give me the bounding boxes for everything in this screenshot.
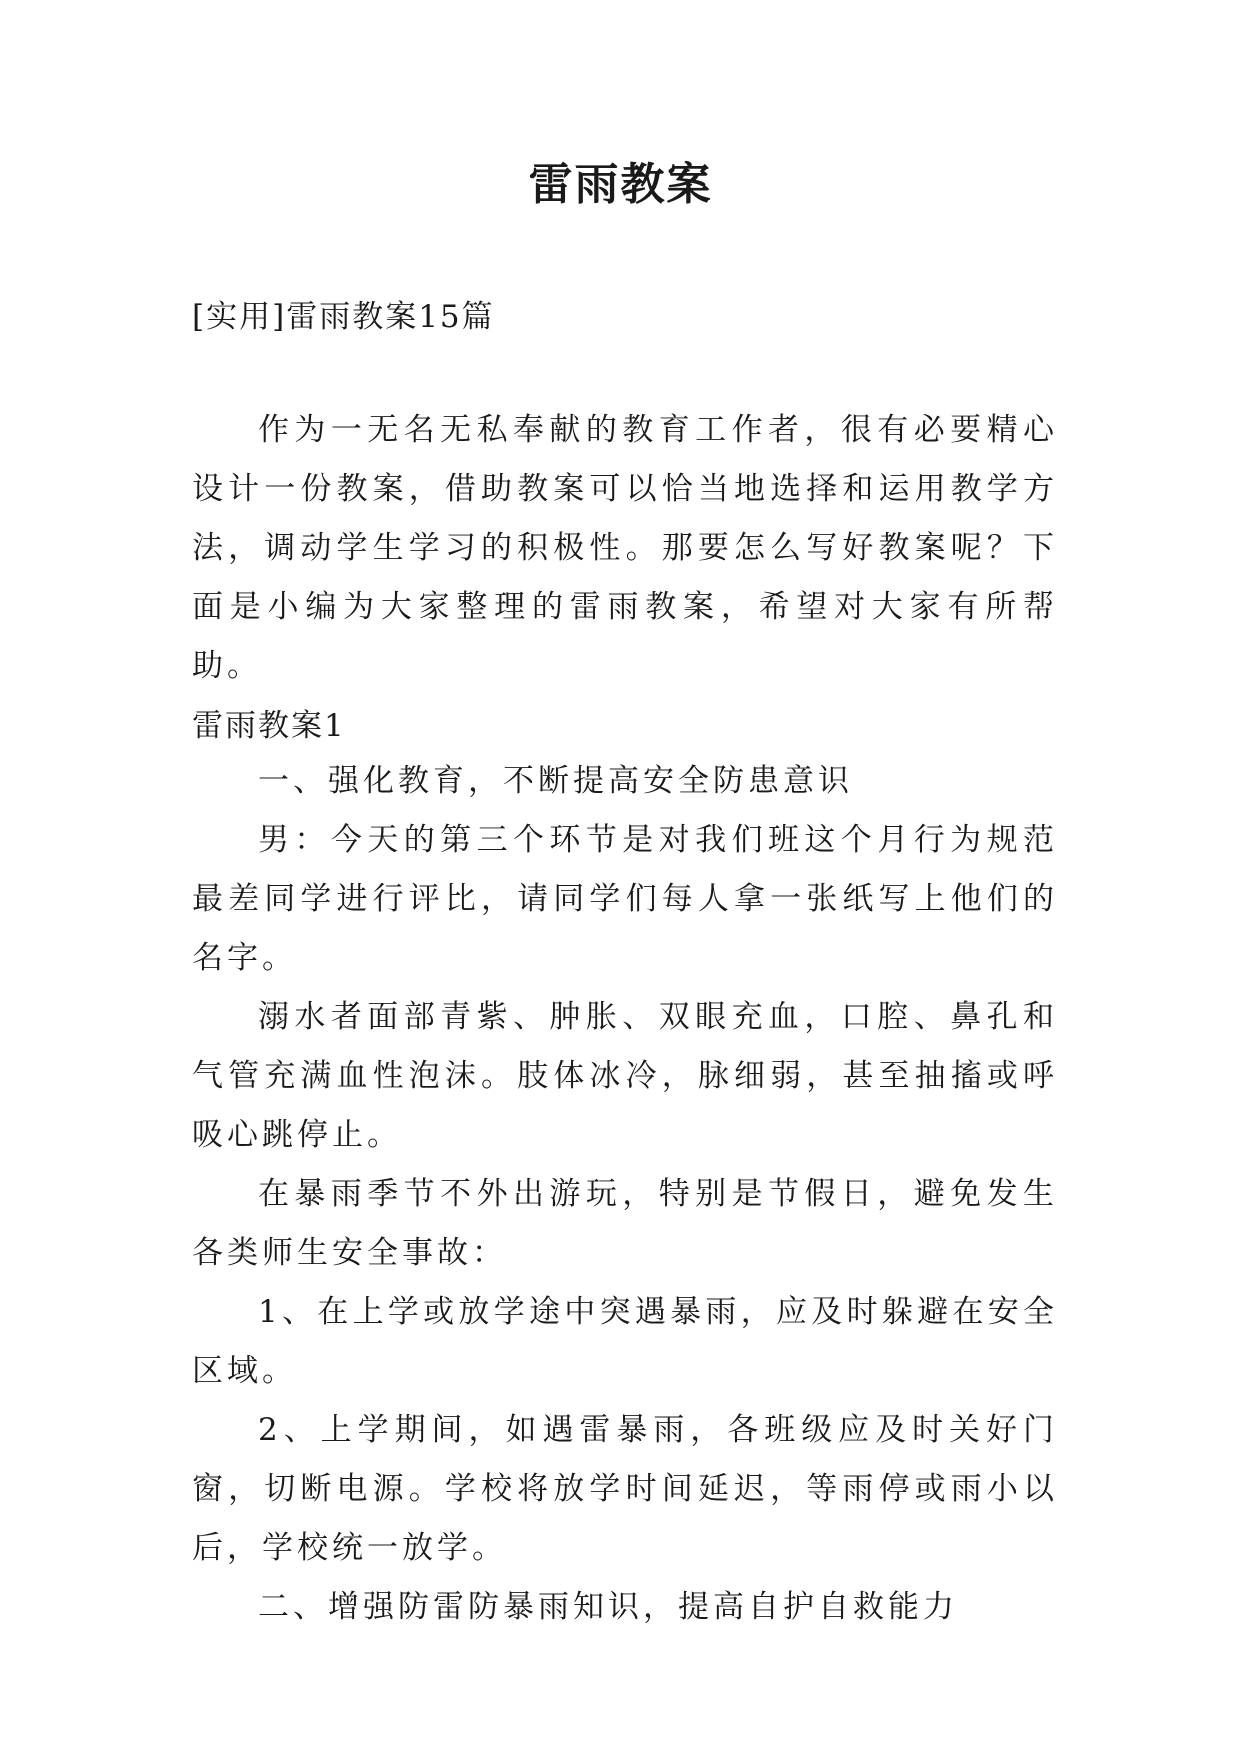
document-title: 雷雨教案	[528, 159, 713, 210]
list-item: 2、上学期间，如遇雷暴雨，各班级应及时关好门窗，切断电源。学校将放学时间延迟，等雨停或雨小以后，学校统一放学。	[192, 1412, 1058, 1566]
intro-paragraph: 作为一无名无私奉献的教育工作者，很有必要精心设计一份教案，借助教案可以恰当地选择和运用教学方法，调动学生学习的积极性。那要怎么写好教案呢？下面是小编为大家整理的雷雨教案，希望对大家有所帮助。	[192, 412, 1058, 684]
paragraph: 男：今天的第三个环节是对我们班这个月行为规范最差同学进行评比，请同学们每人拿一张纸写上他们的名字。	[192, 822, 1058, 976]
paragraph: 溺水者面部青紫、肿胀、双眼充血，口腔、鼻孔和气管充满血性泡沫。肢体冰冷，脉细弱，甚至抽搐或呼吸心跳停止。	[192, 999, 1058, 1153]
section-title: 雷雨教案1	[192, 708, 346, 744]
paragraph: 在暴雨季节不外出游玩，特别是节假日，避免发生各类师生安全事故：	[192, 1176, 1058, 1271]
section-body	[192, 752, 1058, 1637]
paragraph-heading-1: 一、强化教育，不断提高安全防患意识	[258, 763, 853, 799]
paragraph-heading-2: 二、增强防雷防暴雨知识，提高自护自救能力	[258, 1589, 958, 1625]
list-item: 1、在上学或放学途中突遇暴雨，应及时躲避在安全区域。	[192, 1294, 1058, 1389]
document-subtitle: [实用]雷雨教案15篇	[192, 299, 495, 335]
